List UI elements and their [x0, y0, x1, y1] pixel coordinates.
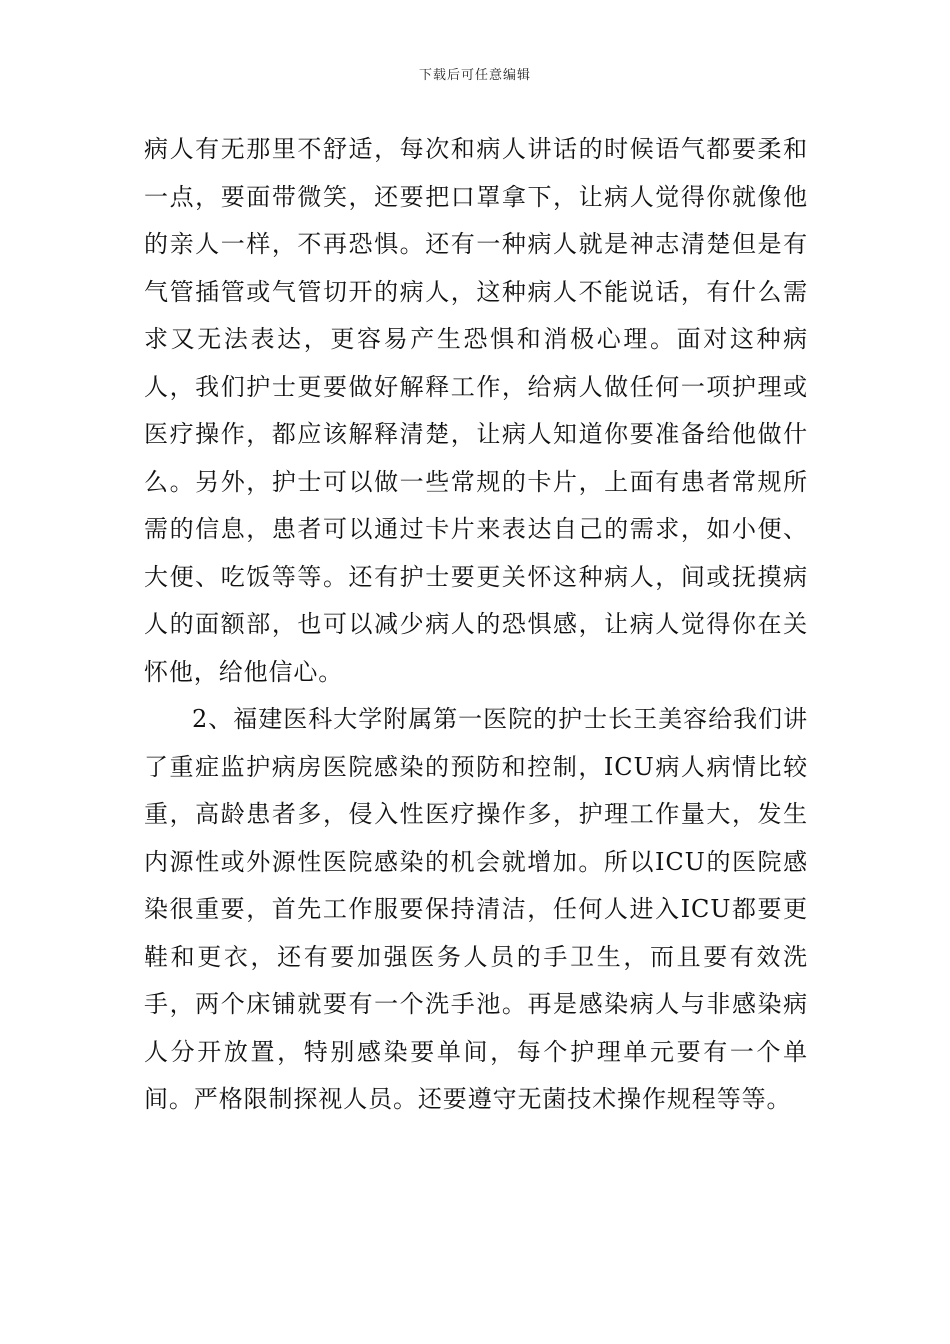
body-paragraph-1: 病人有无那里不舒适，每次和病人讲话的时候语气都要柔和一点，要面带微笑，还要把口罩拿下，让病人觉得你就像他的亲人一样，不再恐惧。还有一种病人就是神志清楚但是有气管插管或气管切开的病人，这种病人不能说话，有什么需求又无法表达，更容易产生恐惧和消极心理。面对这种病人，我们护士更要做好解释工作，给病人做任何一项护理或医疗操作，都应该解释清楚，让病人知道你要准备给他做什么。另外，护士可以做一些常规的卡片，上面有患者常规所需的信息，患者可以通过卡片来表达自己的需求，如小便、大便、吃饭等等。还有护士要更关怀这种病人，间或抚摸病人的面额部，也可以减少病人的恐惧感，让病人觉得你在关怀他，给他信心。	[144, 135, 808, 686]
page-header-note: 下载后可任意编辑	[418, 68, 531, 83]
document-body	[144, 126, 808, 1124]
body-paragraph-2: 2、福建医科大学附属第一医院的护士长王美容给我们讲了重症监护病房医院感染的预防和控制，ICU病人病情比较重，高龄患者多，侵入性医疗操作多，护理工作量大，发生内源性或外源性医院感染的机会就增加。所以ICU的医院感染很重要，首先工作服要保持清洁，任何人进入ICU都要更鞋和更衣，还有要加强医务人员的手卫生，而且要有效洗手，两个床铺就要有一个洗手池。再是感染病人与非感染病人分开放置，特别感染要单间，每个护理单元要有一个单间。严格限制探视人员。还要遵守无菌技术操作规程等等。	[144, 705, 808, 1113]
